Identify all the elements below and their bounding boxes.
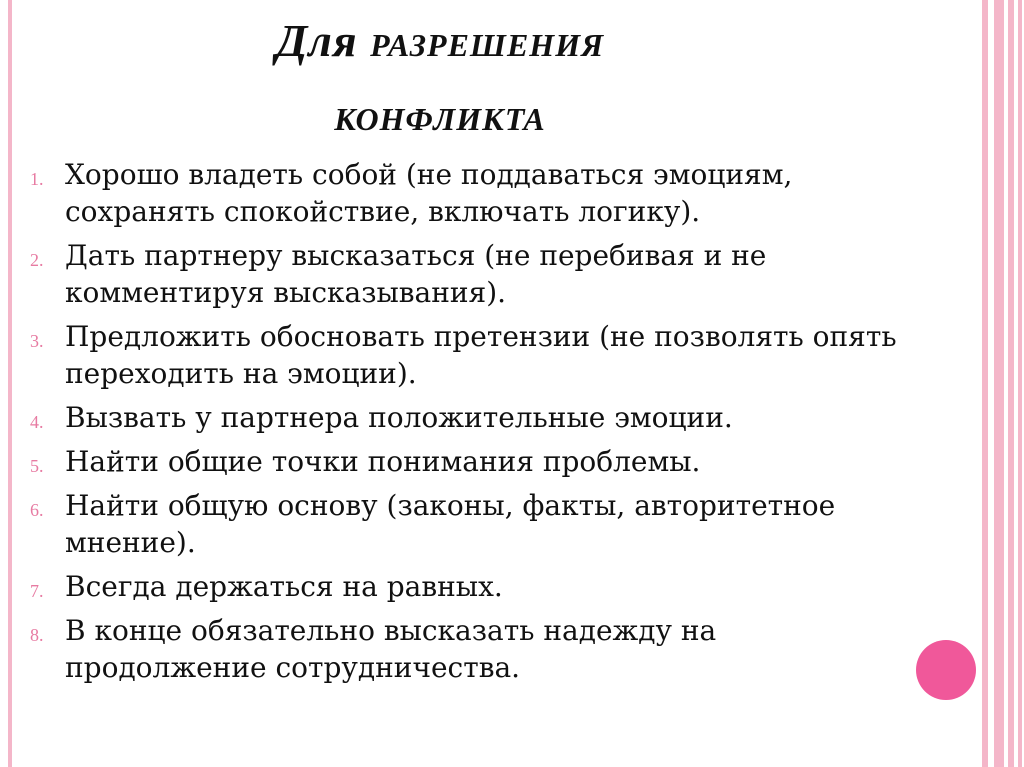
title-line-2: конфликта: [334, 89, 546, 140]
list-item: [30, 443, 900, 480]
list-item-text: Найти общие точки понимания проблемы.: [65, 445, 701, 478]
list-item-number: 7.: [30, 581, 44, 601]
decorative-circle: [916, 640, 976, 700]
right-border-stripe-3: [1008, 0, 1014, 767]
list-item: [30, 156, 900, 230]
list-item-number: 3.: [30, 331, 44, 351]
list-item: [30, 318, 900, 392]
title-line-1: [0, 4, 880, 78]
list-item-text: Вызвать у партнера положительные эмоции.: [65, 401, 733, 434]
list-item-text: Дать партнеру высказаться (не перебивая и не комментируя высказывания).: [65, 239, 767, 309]
list-item-text: В конце обязательно высказать надежду на продолжение сотрудничества.: [65, 614, 717, 684]
right-border-stripe-1: [982, 0, 988, 767]
list-item-text: Всегда держаться на равных.: [65, 570, 503, 603]
title-word-1: Для: [275, 15, 358, 66]
numbered-list: [30, 156, 900, 693]
list-item-text: Найти общую основу (законы, факты, авторитетное мнение).: [65, 489, 836, 559]
list-item: [30, 487, 900, 561]
list-item-text: Хорошо владеть собой (не поддаваться эмоциям, сохранять спокойствие, включать логику).: [65, 158, 793, 228]
list-item: [30, 399, 900, 436]
list-item: [30, 237, 900, 311]
title-word-2: разрешения: [357, 15, 605, 66]
list-item-text: Предложить обосновать претензии (не позволять опять переходить на эмоции).: [65, 320, 897, 390]
list-item-number: 8.: [30, 625, 44, 645]
list-item-number: 2.: [30, 250, 44, 270]
right-border-stripe-2: [994, 0, 1004, 767]
list-item-number: 6.: [30, 500, 44, 520]
slide-title: [0, 4, 880, 152]
right-border-stripe-4: [1018, 0, 1022, 767]
list-item-number: 1.: [30, 169, 44, 189]
list-item: [30, 612, 900, 686]
list-item-number: 4.: [30, 412, 44, 432]
list-item: [30, 568, 900, 605]
list-item-number: 5.: [30, 456, 44, 476]
